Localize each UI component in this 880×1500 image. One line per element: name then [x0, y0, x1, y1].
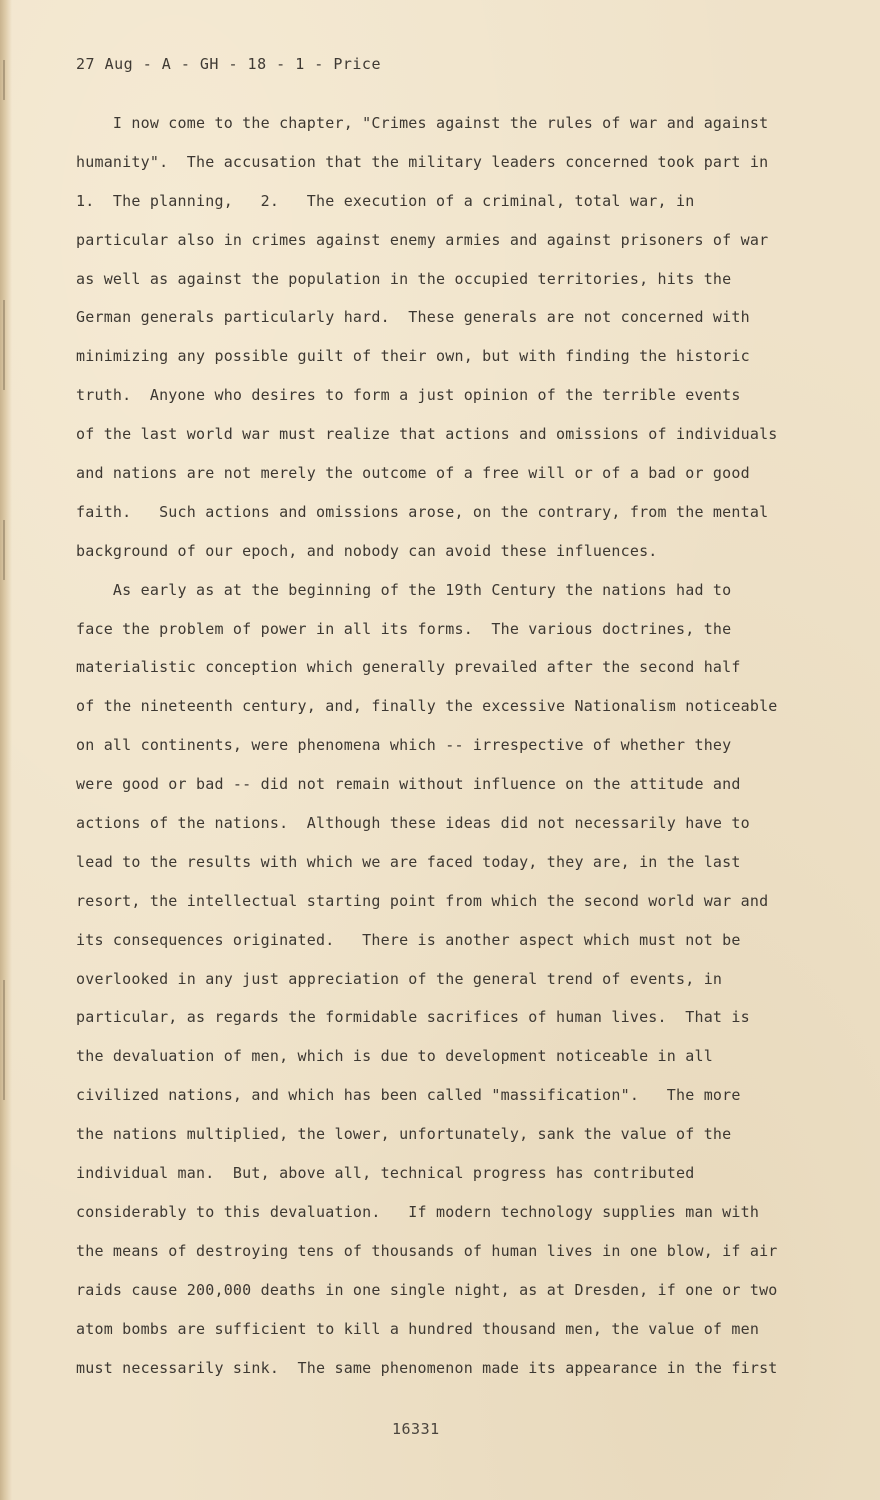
text-line: civilized nations, and which has been called "massification". The more	[76, 1086, 741, 1105]
text-line: I now come to the chapter, "Crimes against the rules of war and against	[76, 114, 769, 132]
text-line: German generals particularly hard. These generals are not concerned with	[76, 308, 750, 327]
text-line: and nations are not merely the outcome of a free will or of a bad or good	[76, 464, 750, 483]
page-number: 16331	[392, 1420, 440, 1438]
text-line: particular also in crimes against enemy armies and against prisoners of war	[76, 230, 769, 249]
text-line: atom bombs are sufficient to kill a hundred thousand men, the value of men	[76, 1319, 760, 1338]
text-line: overlooked in any just appreciation of the general trend of events, in	[76, 969, 723, 988]
edge-wear-mark	[3, 520, 5, 580]
text-line: As early as at the beginning of the 19th Century the nations had to	[76, 580, 732, 599]
text-line: face the problem of power in all its forms. The various doctrines, the	[76, 619, 732, 638]
torn-left-edge	[0, 0, 12, 1500]
text-line: of the nineteenth century, and, finally the excessive Nationalism noticeable	[76, 697, 778, 716]
text-line: lead to the results with which we are faced today, they are, in the last	[76, 852, 741, 871]
text-line: of the last world war must realize that actions and omissions of individuals	[76, 425, 778, 444]
text-line: faith. Such actions and omissions arose, on the contrary, from the mental	[76, 502, 769, 521]
text-line: actions of the nations. Although these ideas did not necessarily have to	[76, 814, 750, 833]
text-line: 1. The planning, 2. The execution of a criminal, total war, in	[76, 191, 695, 210]
text-line: particular, as regards the formidable sacrifices of human lives. That is	[76, 1008, 750, 1027]
text-line: as well as against the population in the occupied territories, hits the	[76, 269, 732, 288]
text-line: were good or bad -- did not remain without influence on the attitude and	[76, 775, 741, 794]
text-line: background of our epoch, and nobody can avoid these influences.	[76, 541, 658, 560]
document-body	[76, 104, 811, 1387]
text-line: truth. Anyone who desires to form a just opinion of the terrible events	[76, 386, 741, 405]
edge-wear-mark	[3, 60, 5, 100]
text-line: considerably to this devaluation. If modern technology supplies man with	[76, 1202, 760, 1221]
text-line: the nations multiplied, the lower, unfortunately, sank the value of the	[76, 1125, 732, 1144]
text-line: must necessarily sink. The same phenomenon made its appearance in the first	[76, 1358, 778, 1377]
text-line: the devaluation of men, which is due to development noticeable in all	[76, 1047, 713, 1066]
text-line: minimizing any possible guilt of their own, but with finding the historic	[76, 347, 750, 366]
text-line: the means of destroying tens of thousands of human lives in one blow, if air	[76, 1241, 778, 1260]
text-line: its consequences originated. There is another aspect which must not be	[76, 930, 741, 949]
text-line: materialistic conception which generally prevailed after the second half	[76, 658, 741, 677]
text-line: resort, the intellectual starting point from which the second world war and	[76, 891, 769, 910]
text-line: on all continents, were phenomena which -- irrespective of whether they	[76, 736, 732, 755]
edge-wear-mark	[3, 300, 5, 390]
edge-wear-mark	[3, 980, 5, 1100]
text-line: individual man. But, above all, technical progress has contributed	[76, 1164, 695, 1183]
text-line: humanity". The accusation that the military leaders concerned took part in	[76, 152, 769, 171]
text-line: raids cause 200,000 deaths in one single night, as at Dresden, if one or two	[76, 1280, 778, 1299]
document-header: 27 Aug - A - GH - 18 - 1 - Price	[76, 55, 381, 73]
